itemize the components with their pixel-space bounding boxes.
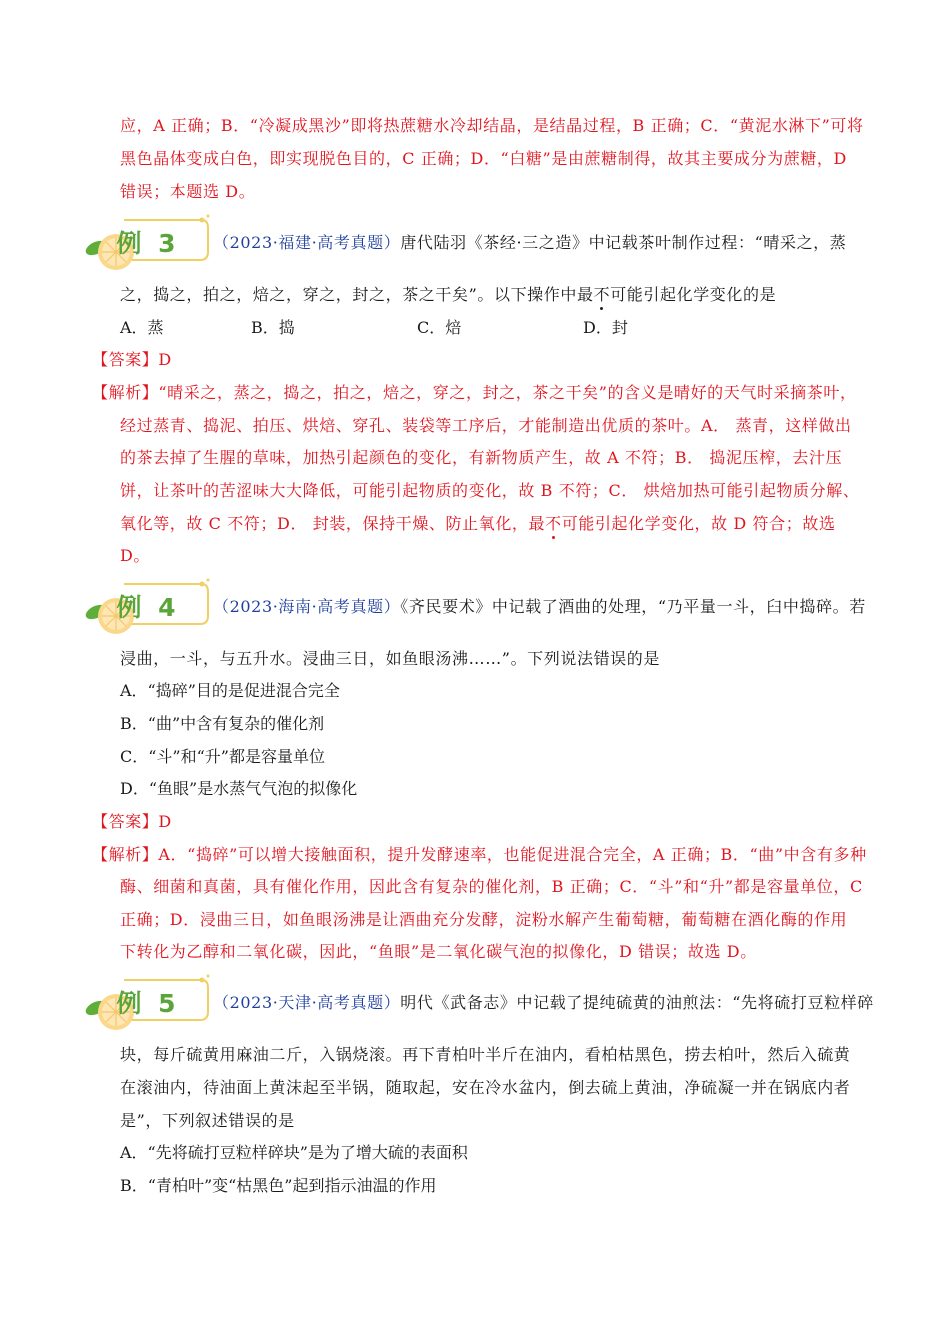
- option-b: B．“曲”中含有复杂的催化剂: [120, 714, 325, 733]
- question-stem: 在滚油内，待油面上黄沫起至半锅，随取起，安在冷水盆内，倒去硫上黄油，净硫凝一并在锅底内者: [120, 1078, 851, 1097]
- emphasis-char: 不: [545, 514, 562, 533]
- example-badge-5: [84, 974, 212, 1034]
- badge-label: 例 5: [116, 989, 180, 1018]
- option-d: D．封: [583, 318, 628, 337]
- analysis-line: 经过蒸青、捣泥、拍压、烘焙、穿孔、装袋等工序后，才能制造出优质的茶叶。A． 蒸青，这样做出: [120, 416, 852, 435]
- stem-text: 明代《武备志》中记载了提纯硫黄的油煎法：“先将硫打豆粒样碎: [400, 993, 874, 1012]
- stem-text: 可能引起化学变化的是: [610, 285, 777, 304]
- badge-label: 例 4: [116, 593, 180, 622]
- analysis-line: 错误；本题选 D。: [120, 182, 256, 201]
- option-a: A．“先将硫打豆粒样碎块”是为了增大硫的表面积: [120, 1143, 468, 1162]
- question-stem: [213, 993, 874, 1013]
- option-b: B．捣: [251, 318, 295, 337]
- answer: 【答案】D: [92, 812, 172, 831]
- answer: 【答案】D: [92, 350, 172, 369]
- analysis-line: 的茶去掉了生腥的草味，加热引起颜色的变化，有新物质产生，故 A 不符；B． 捣泥压榨，去汁压: [120, 448, 843, 467]
- option-a: A．“捣碎”目的是促进混合完全: [120, 681, 340, 700]
- option-a: A．蒸: [120, 318, 164, 337]
- question-stem: [213, 597, 866, 617]
- example-badge-3: [84, 214, 212, 274]
- analysis-text: 氧化等，故 C 不符；D． 封装，保持干燥、防止氧化，最: [120, 514, 546, 533]
- analysis-text: A．“捣碎”可以增大接触面积，提升发酵速率，也能促进混合完全，A 正确；B．“曲”中含有多种: [158, 845, 867, 864]
- option-c: C．“斗”和“升”都是容量单位: [120, 747, 325, 766]
- question-stem: [120, 285, 776, 305]
- analysis-line: 饼，让茶叶的苦涩味大大降低，可能引起物质的变化，故 B 不符；C． 烘焙加热可能引起物质分解、: [120, 481, 860, 500]
- analysis-line: [92, 845, 867, 865]
- emphasis-char: 不: [593, 285, 611, 304]
- question-stem: 是”，下列叙述错误的是: [120, 1111, 295, 1130]
- example-badge-4: [84, 578, 212, 638]
- option-c: C．焙: [417, 318, 462, 337]
- stem-text: 《齐民要术》中记载了酒曲的处理，“乃平量一斗，臼中捣碎。若: [400, 597, 866, 616]
- option-b: B．“青柏叶”变“枯黑色”起到指示油温的作用: [120, 1176, 437, 1195]
- question-source: （2023·天津·高考真题）: [213, 993, 401, 1012]
- analysis-label: 【解析】: [92, 383, 159, 402]
- analysis-label: 【解析】: [92, 845, 159, 864]
- stem-text: 唐代陆羽《茶经·三之造》中记载茶叶制作过程：“晴采之，蒸: [400, 233, 847, 252]
- analysis-line: D。: [120, 546, 151, 565]
- analysis-line: [120, 514, 836, 534]
- question-stem: [213, 233, 846, 253]
- analysis-text: “晴采之，蒸之，捣之，拍之，焙之，穿之，封之，茶之干矣”的含义是晴好的天气时采摘茶叶，: [158, 383, 857, 402]
- analysis-line: [92, 383, 857, 403]
- analysis-line: 酶、细菌和真菌，具有催化作用，因此含有复杂的催化剂，B 正确；C．“斗”和“升”都是容量单位，C: [120, 877, 863, 896]
- question-stem: 块，每斤硫黄用麻油二斤，入锅烧滚。再下青柏叶半斤在油内，看柏枯黑色，捞去柏叶，然后入硫黄: [120, 1045, 851, 1064]
- badge-label: 例 3: [116, 229, 180, 258]
- stem-text: 之，捣之，拍之，焙之，穿之，封之，茶之干矣”。以下操作中最: [120, 285, 594, 304]
- analysis-line: 黑色晶体变成白色，即实现脱色目的，C 正确；D．“白糖”是由蔗糖制得，故其主要成分为蔗糖，D: [120, 149, 847, 168]
- question-source: （2023·福建·高考真题）: [213, 233, 401, 252]
- analysis-line: 正确；D．浸曲三日，如鱼眼汤沸是让酒曲充分发酵，淀粉水解产生葡萄糖，葡萄糖在酒化酶的作用: [120, 910, 848, 929]
- option-d: D．“鱼眼”是水蒸气气泡的拟像化: [120, 779, 358, 798]
- analysis-text: 可能引起化学变化，故 D 符合；故选: [561, 514, 836, 533]
- question-stem: 浸曲，一斗，与五升水。浸曲三日，如鱼眼汤沸……”。下列说法错误的是: [120, 649, 660, 668]
- analysis-line: 下转化为乙醇和二氧化碳，因此，“鱼眼”是二氧化碳气泡的拟像化，D 错误；故选 D。: [120, 942, 757, 961]
- analysis-line: 应，A 正确；B．“冷凝成黑沙”即将热蔗糖水冷却结晶，是结晶过程，B 正确；C．“黄泥水淋下”可将: [120, 116, 864, 135]
- question-source: （2023·海南·高考真题）: [213, 597, 401, 616]
